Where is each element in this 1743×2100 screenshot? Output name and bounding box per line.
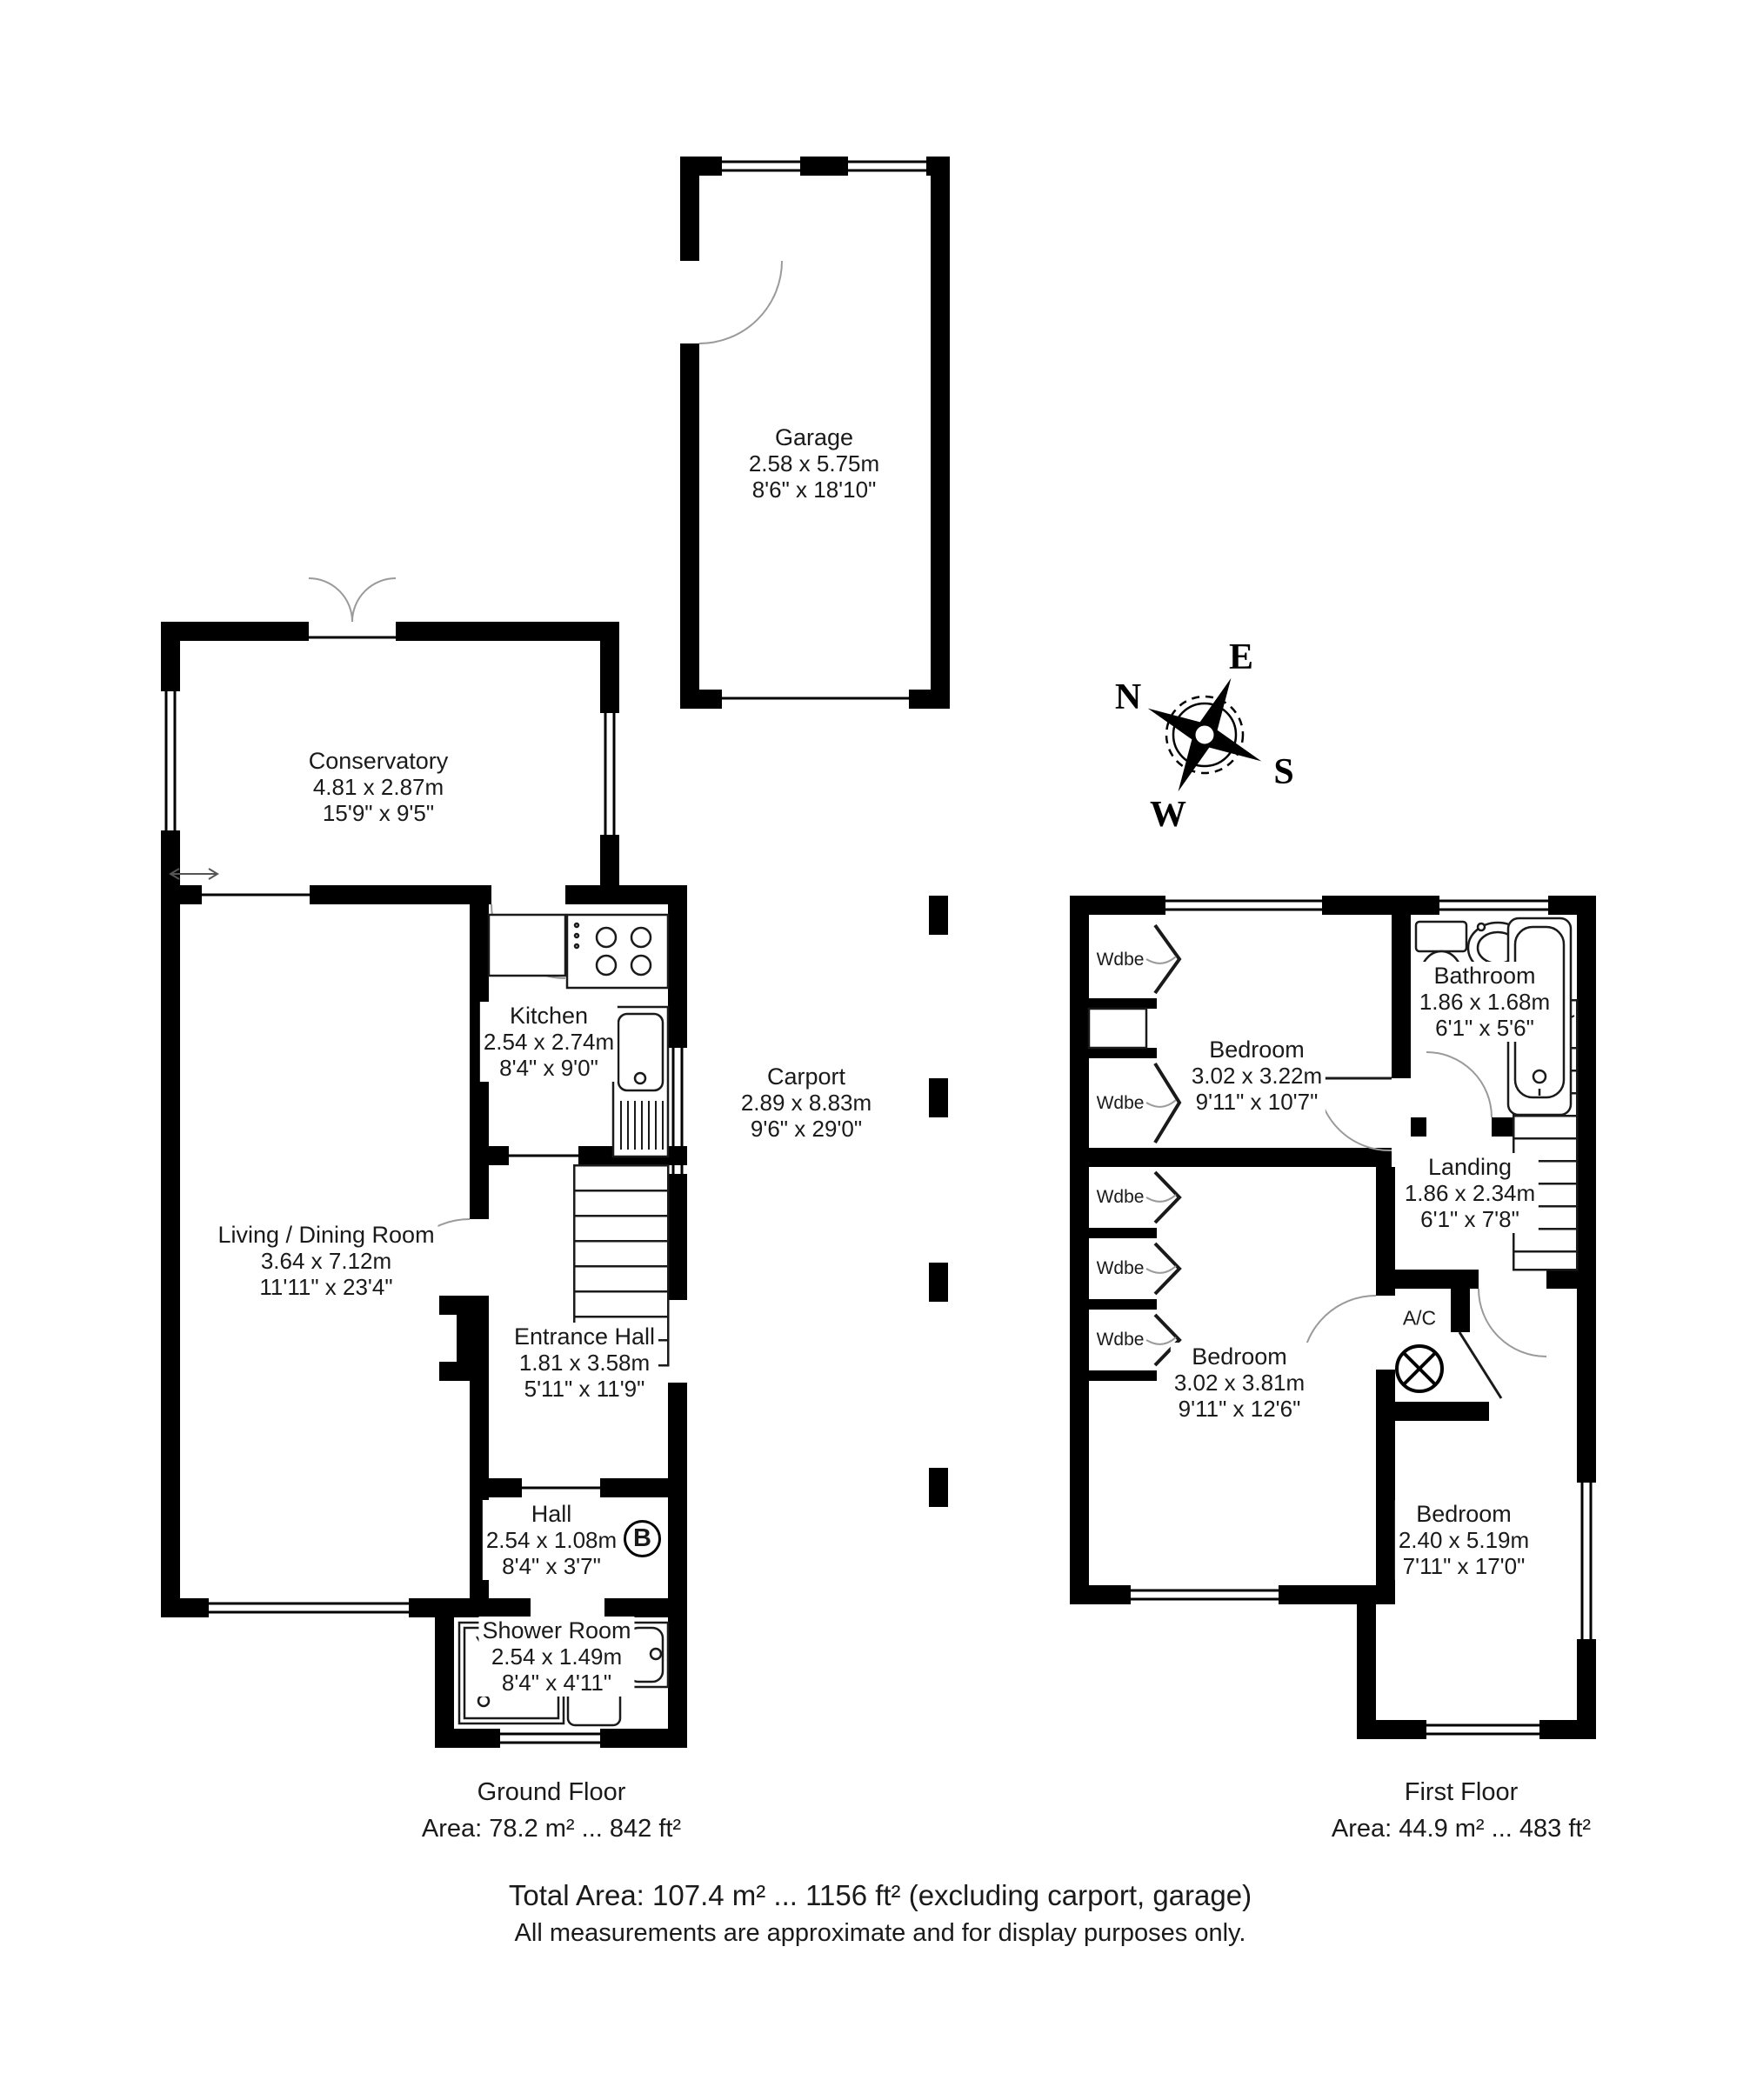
ground-floor-area: Area: 78.2 m² ... 842 ft² bbox=[421, 1815, 682, 1843]
bedroom-middle-door-arc bbox=[1302, 1296, 1376, 1370]
room-name: Garage bbox=[774, 424, 854, 450]
room-name: Landing bbox=[1427, 1154, 1513, 1180]
room-dim-imperial: 9'6" x 29'0" bbox=[750, 1116, 863, 1142]
room-dim-metric: 1.86 x 1.68m bbox=[1419, 989, 1551, 1015]
room-dim-metric: 2.89 x 8.83m bbox=[740, 1090, 872, 1116]
first-floor-area: Area: 44.9 m² ... 483 ft² bbox=[1331, 1815, 1592, 1843]
garage-door-arc bbox=[699, 261, 782, 343]
french-door-arcs bbox=[309, 578, 396, 622]
room-dim-metric: 3.64 x 7.12m bbox=[260, 1248, 392, 1274]
ground-floor-caption bbox=[422, 1774, 681, 1847]
room-name: Living / Dining Room bbox=[217, 1222, 435, 1248]
first-floor-title: First Floor bbox=[1404, 1778, 1519, 1806]
kitchen-counter bbox=[489, 915, 565, 976]
room-dim-imperial: 8'6" x 18'10" bbox=[751, 477, 877, 503]
room-name: Kitchen bbox=[509, 1003, 589, 1029]
hob-icon bbox=[567, 915, 668, 988]
room-dim-metric: 2.40 x 5.19m bbox=[1398, 1527, 1530, 1553]
room-dim-imperial: 6'1" x 5'6" bbox=[1435, 1015, 1534, 1041]
room-label-living-dining bbox=[214, 1221, 437, 1301]
compass-rose bbox=[1115, 637, 1294, 835]
compass-e: E bbox=[1228, 637, 1254, 677]
room-dim-imperial: 8'4" x 9'0" bbox=[499, 1055, 598, 1081]
airing-cupboard-icon bbox=[1397, 1346, 1442, 1391]
room-name: Bedroom bbox=[1192, 1343, 1287, 1370]
room-label-kitchen bbox=[480, 1002, 618, 1082]
room-label-carport bbox=[738, 1063, 875, 1143]
room-name: Bedroom bbox=[1209, 1037, 1305, 1063]
compass-s: S bbox=[1273, 752, 1294, 792]
carport-posts bbox=[929, 896, 948, 1507]
wardrobe-recess bbox=[1089, 1009, 1146, 1048]
room-dim-metric: 2.54 x 1.08m bbox=[485, 1527, 618, 1553]
room-label-bedroom-rear bbox=[1395, 1500, 1533, 1580]
first-floor-caption bbox=[1332, 1774, 1591, 1847]
room-dim-metric: 2.54 x 2.74m bbox=[483, 1029, 615, 1055]
sliding-door-arrow bbox=[170, 869, 217, 879]
room-dim-imperial: 9'11" x 12'6" bbox=[1178, 1396, 1301, 1422]
room-label-conservatory bbox=[305, 747, 452, 827]
bathroom-door-arc bbox=[1426, 1052, 1492, 1117]
toilet-tank bbox=[1416, 922, 1466, 951]
boiler-badge: B bbox=[624, 1520, 661, 1557]
room-name: Carport bbox=[766, 1063, 846, 1090]
airing-cupboard-label: A/C bbox=[1402, 1306, 1437, 1330]
room-dim-imperial: 7'11" x 17'0" bbox=[1402, 1553, 1526, 1579]
room-dim-metric: 2.54 x 1.49m bbox=[491, 1643, 623, 1670]
disclaimer-text: All measurements are approximate and for display purposes only. bbox=[514, 1919, 1246, 1947]
compass-w: W bbox=[1150, 795, 1186, 835]
room-dim-metric: 2.58 x 5.75m bbox=[748, 450, 880, 477]
chimney-recess bbox=[439, 1315, 457, 1362]
room-label-bedroom-front bbox=[1188, 1036, 1326, 1116]
room-name: Bathroom bbox=[1433, 963, 1536, 989]
room-name: Hall bbox=[531, 1501, 572, 1527]
room-name: Conservatory bbox=[308, 748, 449, 774]
bedroom-front-door-arc bbox=[1318, 1078, 1392, 1150]
wardrobe-label: Wdbe bbox=[1096, 1093, 1145, 1113]
room-dim-imperial: 5'11" x 11'9" bbox=[524, 1376, 645, 1402]
room-dim-imperial: 9'11" x 10'7" bbox=[1195, 1089, 1319, 1115]
total-area-caption bbox=[509, 1876, 1252, 1950]
wardrobe-label: Wdbe bbox=[1096, 950, 1145, 970]
ground-floor-title: Ground Floor bbox=[477, 1778, 626, 1806]
wardrobe-label: Wdbe bbox=[1096, 1187, 1145, 1207]
room-dim-metric: 3.02 x 3.22m bbox=[1191, 1063, 1323, 1089]
wardrobe-doors bbox=[1155, 925, 1179, 1365]
room-name: Bedroom bbox=[1416, 1501, 1512, 1527]
sink-drainer bbox=[621, 1101, 663, 1150]
cupboard-door-line bbox=[1459, 1332, 1501, 1398]
room-dim-metric: 1.81 x 3.58m bbox=[518, 1350, 651, 1376]
room-dim-imperial: 11'11" x 23'4" bbox=[259, 1274, 393, 1300]
room-dim-metric: 4.81 x 2.87m bbox=[312, 774, 444, 800]
wardrobe-label: Wdbe bbox=[1096, 1330, 1145, 1350]
room-label-bathroom bbox=[1416, 962, 1553, 1042]
room-name: Shower Room bbox=[482, 1617, 631, 1643]
compass-n: N bbox=[1114, 677, 1142, 717]
room-label-garage bbox=[745, 423, 883, 503]
wardrobe-label: Wdbe bbox=[1096, 1258, 1145, 1278]
room-name: Entrance Hall bbox=[513, 1323, 656, 1350]
room-dim-imperial: 8'4" x 4'11" bbox=[501, 1670, 612, 1696]
total-area-text: Total Area: 107.4 m² ... 1156 ft² (excluding carport, garage) bbox=[508, 1879, 1252, 1911]
bedroom-rear-door-arc bbox=[1479, 1289, 1546, 1357]
room-label-shower-room bbox=[478, 1617, 634, 1697]
room-label-landing bbox=[1401, 1153, 1539, 1233]
room-label-hall bbox=[483, 1500, 620, 1580]
room-dim-metric: 1.86 x 2.34m bbox=[1404, 1180, 1536, 1206]
room-dim-metric: 3.02 x 3.81m bbox=[1173, 1370, 1306, 1396]
room-dim-imperial: 8'4" x 3'7" bbox=[502, 1553, 601, 1579]
room-dim-imperial: 15'9" x 9'5" bbox=[322, 800, 435, 826]
room-label-bedroom-middle bbox=[1171, 1343, 1308, 1423]
room-label-entrance-hall bbox=[511, 1323, 658, 1403]
room-dim-imperial: 6'1" x 7'8" bbox=[1420, 1206, 1519, 1232]
